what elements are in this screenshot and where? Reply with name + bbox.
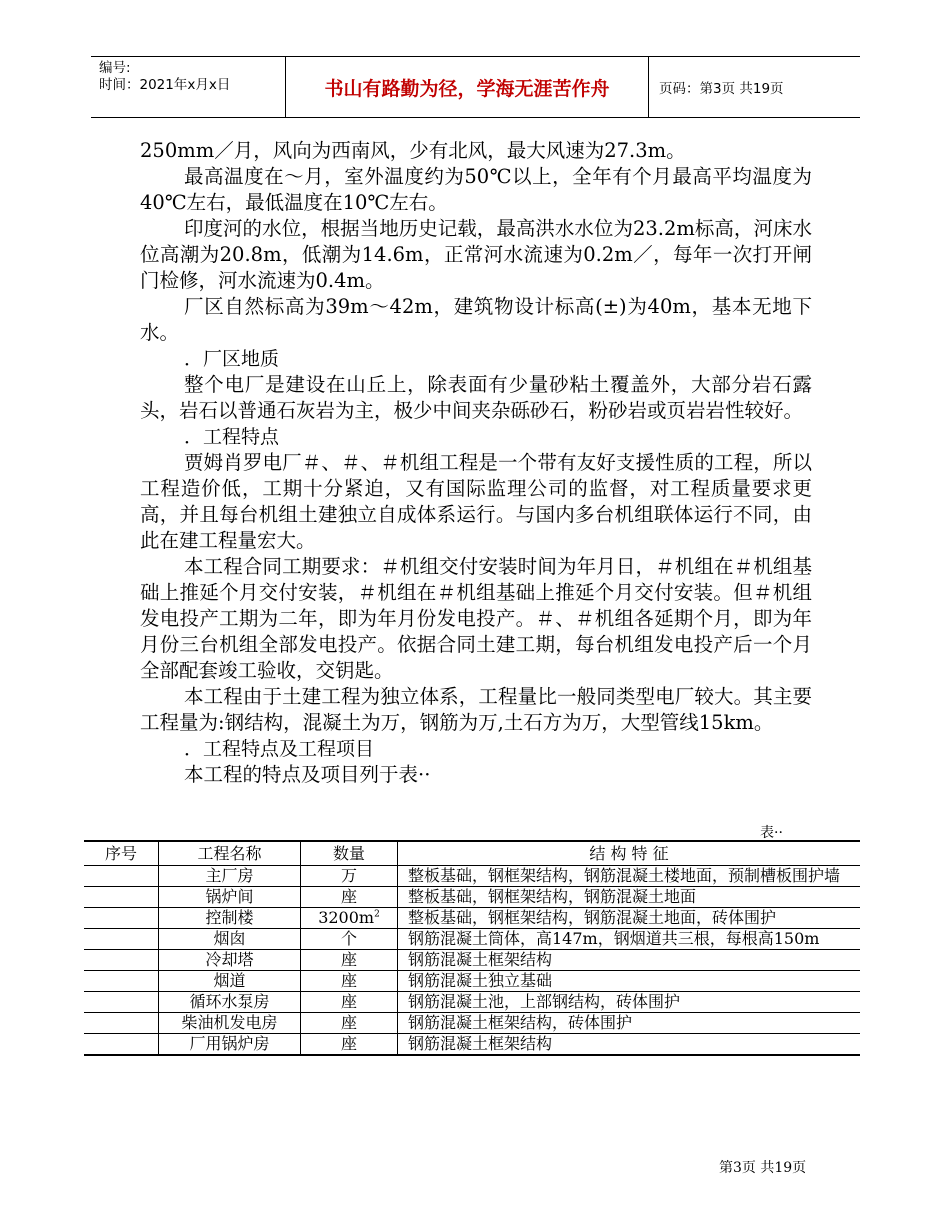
table-header-row: [84, 841, 860, 866]
cell-feature-text: 钢筋混凝土筒体，高147m，钢烟道共三根，每根高150m: [408, 929, 820, 948]
cell-qty-text: 座: [340, 992, 357, 1011]
project-table: [84, 840, 860, 1056]
cell-qty-text: 座: [340, 971, 357, 990]
cell-name: [159, 866, 301, 887]
table-row: [84, 992, 860, 1013]
section-heading: ．工程特点及工程项目: [184, 738, 375, 760]
paragraph: 本工程合同工期要求：＃机组交付安装时间为年月日，＃机组在＃机组基础上推延个月交付安装，＃机组在＃机组基础上推延个月交付安装。但＃机组发电投产工期为二年，即为年月份发电投产。＃、＃机组各延期个月，即为年月份三台机组全部发电投产。依据合同土建工期，每台机组发电投产后一个月全部配套竣工验收，交钥匙。: [140, 555, 812, 682]
cell-feature: [398, 908, 861, 929]
table-caption: 表··: [760, 825, 783, 841]
cell-qty: [301, 887, 398, 908]
cell-name: [159, 1034, 301, 1056]
cell-name: [159, 887, 301, 908]
cell-name-text: 主厂房: [205, 866, 254, 885]
col-header-name: 工程名称: [159, 841, 301, 866]
cell-name: [159, 1013, 301, 1034]
table-row: [84, 887, 860, 908]
cell-qty-text: 3200m: [318, 908, 375, 927]
cell-qty: [301, 929, 398, 950]
cell-name: [159, 992, 301, 1013]
table-row: [84, 950, 860, 971]
cell-feature-text: 钢筋混凝土框架结构: [408, 950, 553, 969]
cell-name-text: 控制楼: [205, 908, 254, 927]
cell-qty: [301, 1013, 398, 1034]
cell-name: [159, 929, 301, 950]
page-footer: 第3页 共19页: [719, 1160, 807, 1176]
cell-feature-text: 钢筋混凝土独立基础: [408, 971, 553, 990]
cell-feature: [398, 866, 861, 887]
cell-feature: [398, 887, 861, 908]
header-motto: 书山有路勤为径，学海无涯苦作舟: [286, 57, 649, 117]
paragraph: 整个电厂是建设在山丘上，除表面有少量砂粘土覆盖外，大部分岩石露头，岩石以普通石灰岩为主，极少中间夹杂砾砂石，粉砂岩或页岩岩性较好。: [140, 373, 812, 422]
cell-feature: [398, 971, 861, 992]
cell-feature: [398, 1013, 861, 1034]
cell-name-text: 烟道: [213, 971, 246, 990]
cell-no: [84, 971, 159, 992]
table-row: [84, 1034, 860, 1056]
header-meta: [91, 57, 286, 117]
paragraph: 本工程由于土建工程为独立体系，工程量比一般同类型电厂较大。其主要工程量为:钢结构，混凝土为万，钢筋为万,土石方为万，大型管线15km。: [140, 685, 812, 734]
cell-qty: [301, 992, 398, 1013]
cell-no: [84, 908, 159, 929]
paragraph: 本工程的特点及项目列于表··: [184, 763, 431, 786]
cell-qty: [301, 971, 398, 992]
cell-qty-text: 座: [340, 1034, 357, 1053]
cell-name: [159, 908, 301, 929]
cell-qty: [301, 866, 398, 887]
table-row: [84, 908, 860, 929]
cell-no: [84, 866, 159, 887]
paragraph: 厂区自然标高为39m～42m，建筑物设计标高(±)为40m，基本无地下水。: [140, 295, 812, 344]
section-heading: ．厂区地质: [184, 348, 280, 370]
cell-name-text: 锅炉间: [205, 887, 254, 906]
cell-feature: [398, 950, 861, 971]
cell-qty-superscript: 2: [374, 909, 380, 920]
col-header-no: 序号: [84, 841, 159, 866]
paragraph: 250mm／月，风向为西南风，少有北风，最大风速为27.3m。: [140, 139, 686, 162]
date-label: 时间：2021年x月x日: [99, 77, 231, 93]
header-page-label: 页码：第3页 共19页: [659, 81, 784, 97]
cell-no: [84, 950, 159, 971]
document-body: [140, 138, 812, 788]
paragraph: 最高温度在～月，室外温度约为50℃以上，全年有个月最高平均温度为40℃左右，最低温度在10℃左右。: [140, 165, 812, 214]
table-row: [84, 929, 860, 950]
cell-feature-text: 整板基础，钢框架结构，钢筋混凝土楼地面，预制槽板围护墙: [408, 866, 841, 885]
cell-feature: [398, 1034, 861, 1056]
paragraph: 印度河的水位，根据当地历史记载，最高洪水水位为23.2m标高，河床水位高潮为20.8m，低潮为14.6m，正常河水流速为0.2m／，每年一次打开闸门检修，河水流速为0.4m。: [140, 217, 812, 292]
cell-no: [84, 1013, 159, 1034]
cell-qty: [301, 908, 398, 929]
table-row: [84, 1013, 860, 1034]
page-header: [91, 56, 860, 118]
cell-name-text: 柴油机发电房: [181, 1013, 278, 1032]
table-row: [84, 971, 860, 992]
cell-name: [159, 950, 301, 971]
cell-feature-text: 整板基础，钢框架结构，钢筋混凝土地面: [408, 887, 697, 906]
col-header-feature: 结 构 特 征: [398, 841, 861, 866]
cell-qty-text: 座: [340, 887, 357, 906]
cell-no: [84, 992, 159, 1013]
cell-feature-text: 钢筋混凝土框架结构，砖体围护: [408, 1013, 633, 1032]
cell-name-text: 烟囱: [213, 929, 246, 948]
paragraph: 贾姆肖罗电厂＃、＃、＃机组工程是一个带有友好支援性质的工程，所以工程造价低，工期十分紧迫，又有国际监理公司的监督，对工程质量要求更高，并且每台机组土建独立自成体系运行。与国内多台机组联体运行不同，由此在建工程量宏大。: [140, 451, 812, 552]
cell-qty-text: 个: [340, 929, 357, 948]
col-header-qty: 数量: [301, 841, 398, 866]
cell-qty: [301, 1034, 398, 1056]
table-row: [84, 866, 860, 887]
cell-qty: [301, 950, 398, 971]
cell-feature: [398, 929, 861, 950]
cell-feature: [398, 992, 861, 1013]
cell-qty-text: 座: [340, 950, 357, 969]
cell-feature-text: 整板基础，钢框架结构，钢筋混凝土地面，砖体围护: [408, 908, 777, 927]
cell-qty-text: 座: [340, 1013, 357, 1032]
code-label: 编号:: [99, 60, 131, 76]
cell-no: [84, 1034, 159, 1056]
cell-name: [159, 971, 301, 992]
cell-qty-text: 万: [340, 866, 357, 885]
cell-no: [84, 929, 159, 950]
cell-name-text: 循环水泵房: [189, 992, 270, 1011]
cell-name-text: 冷却塔: [205, 950, 254, 969]
cell-no: [84, 887, 159, 908]
cell-feature-text: 钢筋混凝土框架结构: [408, 1034, 553, 1053]
cell-name-text: 厂用锅炉房: [189, 1034, 270, 1053]
section-heading: ．工程特点: [184, 426, 280, 448]
cell-feature-text: 钢筋混凝土池，上部钢结构，砖体围护: [408, 992, 681, 1011]
